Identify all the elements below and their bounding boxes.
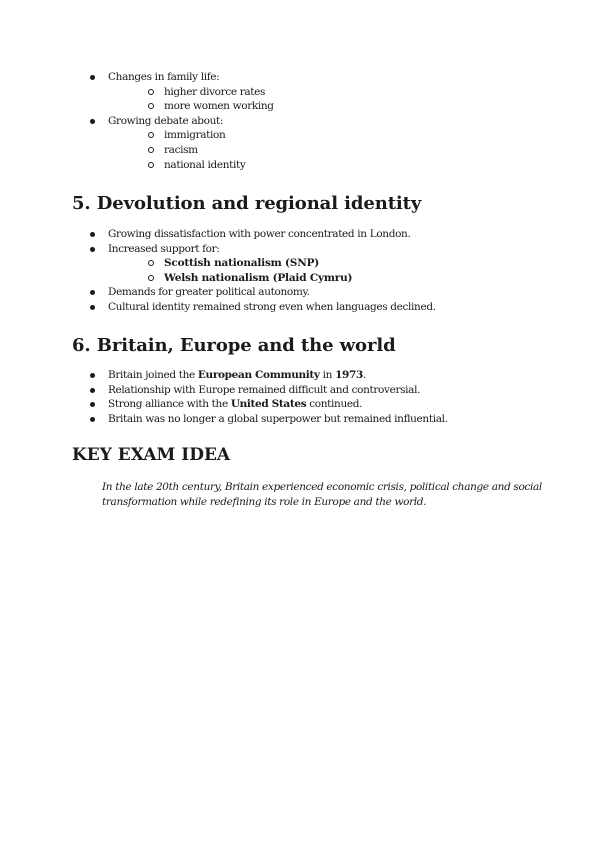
key-exam-heading: KEY EXAM IDEA xyxy=(72,445,231,465)
text-run: in xyxy=(319,369,336,381)
list-item xyxy=(88,368,568,383)
list-item: Cultural identity remained strong even when languages declined. xyxy=(88,300,568,315)
sub-list-item: Welsh nationalism (Plaid Cymru) xyxy=(128,271,568,286)
sub-list-item: Scottish nationalism (SNP) xyxy=(128,256,568,271)
list-item xyxy=(88,114,568,172)
list-item xyxy=(88,242,568,286)
section-6-heading: 6. Britain, Europe and the world xyxy=(72,335,396,356)
sub-list xyxy=(108,128,568,172)
list-item: Britain was no longer a global superpower but remained influential. xyxy=(88,412,568,427)
list-item: Relationship with Europe remained difficult and controversial. xyxy=(88,383,568,398)
text-run: continued. xyxy=(306,398,363,411)
text-run: Strong alliance with the xyxy=(108,398,231,411)
sub-list xyxy=(108,256,568,285)
bold-text: United States xyxy=(230,398,307,411)
list-item: Demands for greater political autonomy. xyxy=(88,285,568,300)
bold-year: 1973 xyxy=(335,369,363,381)
list-item: Growing dissatisfaction with power concentrated in London. xyxy=(88,227,568,242)
list-item xyxy=(88,70,568,114)
sub-list-item: more women working xyxy=(128,99,568,114)
text-run: . xyxy=(362,369,366,381)
section-6-list xyxy=(88,368,568,426)
sub-list-item: national identity xyxy=(128,158,568,173)
sub-list-item: racism xyxy=(128,143,568,158)
list-item-label: Growing debate about: xyxy=(108,114,224,127)
section-5-heading: 5. Devolution and regional identity xyxy=(72,193,422,214)
sub-list xyxy=(108,85,568,114)
text-run: Britain joined the xyxy=(108,369,198,381)
sub-list-item: immigration xyxy=(128,128,568,143)
section-5-list xyxy=(88,227,568,315)
family-society-list xyxy=(88,70,568,172)
key-exam-text: In the late 20th century, Britain experienced economic crisis, political change and social transformation while redefining its role in Europe and the world. xyxy=(102,481,542,508)
bold-text: European Community xyxy=(197,369,320,381)
list-item-label: Increased support for: xyxy=(108,242,220,255)
list-item-label: Changes in family life: xyxy=(108,71,220,83)
list-item xyxy=(88,397,568,412)
sub-list-item: higher divorce rates xyxy=(128,85,568,100)
